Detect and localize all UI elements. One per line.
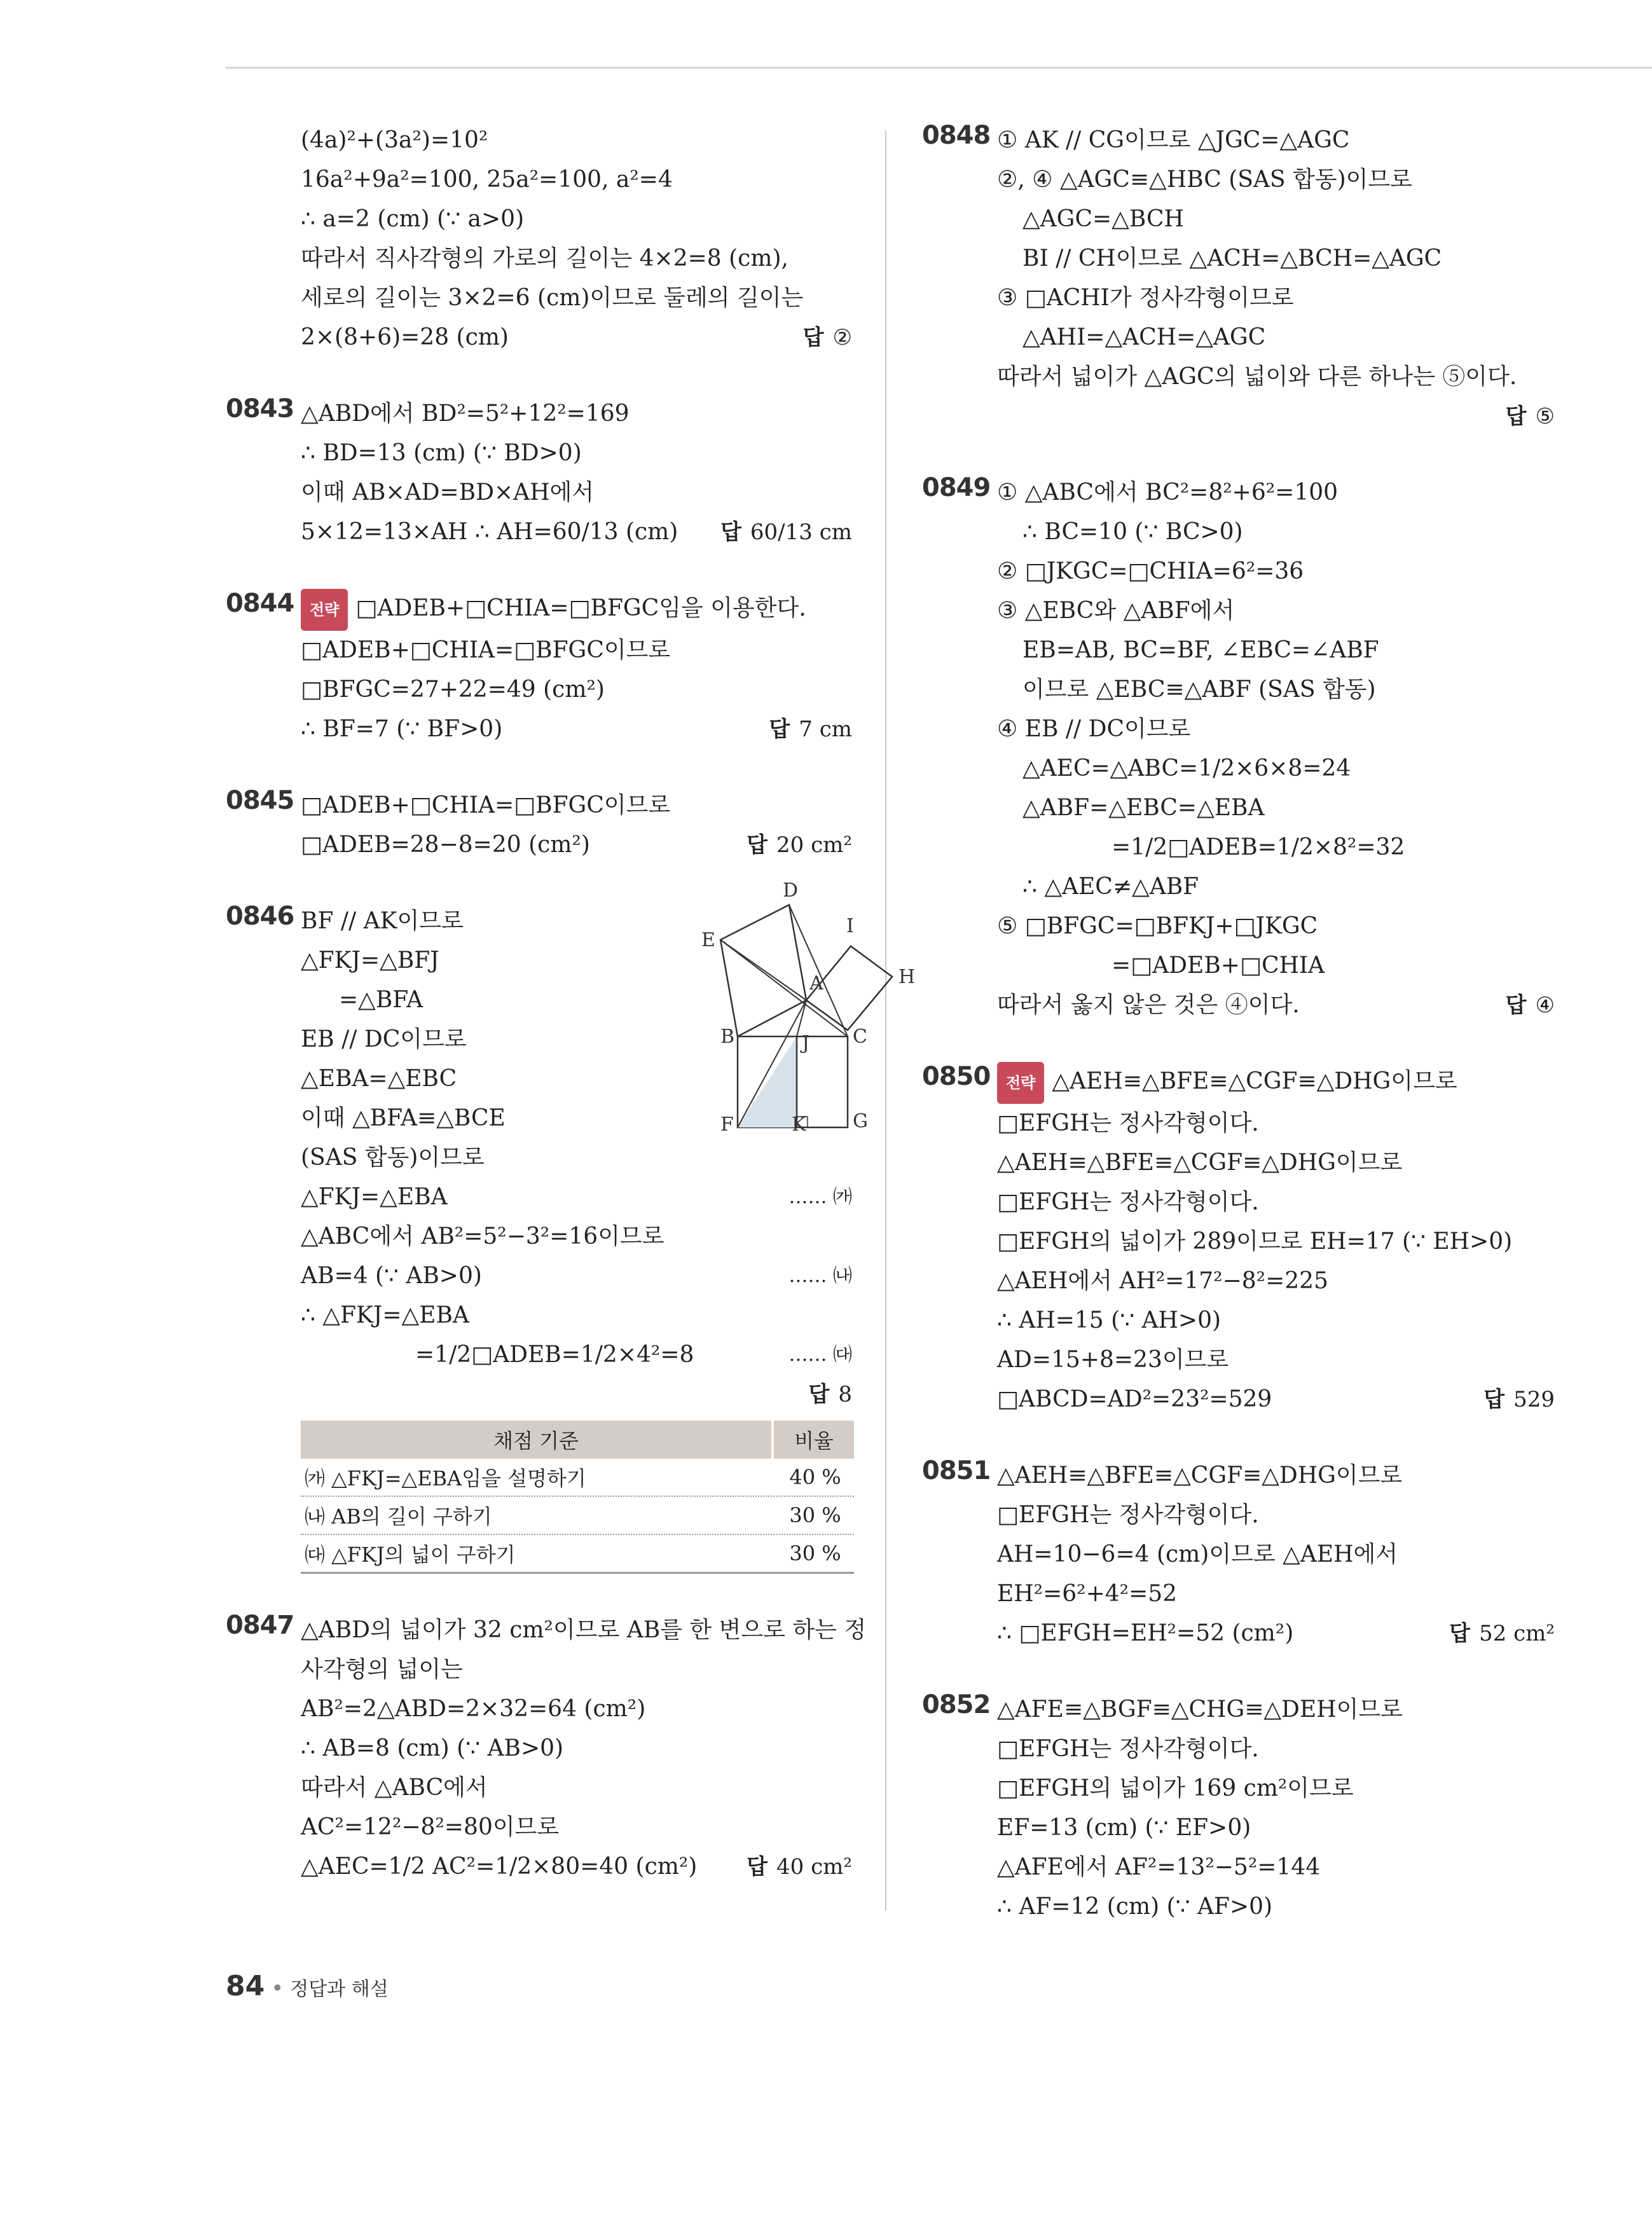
problem-number: 0848 bbox=[922, 121, 991, 150]
solution-line: △AEH에서 AH²=17²−8²=225 bbox=[997, 1268, 1328, 1294]
answer bbox=[769, 710, 852, 749]
answer-label: 답 bbox=[769, 717, 790, 742]
solution-text: AB=4 (∵ AB>0) bbox=[301, 1263, 482, 1289]
answer-value: 7 cm bbox=[799, 717, 852, 742]
answer-label: 답 bbox=[1449, 1621, 1471, 1646]
grading-criteria: ㈐ △FKJ의 넓이 구하기 bbox=[301, 1534, 773, 1573]
solution-line: AB²=2△ABD=2×32=64 (cm²) bbox=[301, 1696, 646, 1722]
problem-0847 bbox=[226, 1611, 867, 1887]
left-column bbox=[226, 121, 916, 1924]
solution-text: ∴ BF=7 (∵ BF>0) bbox=[301, 716, 503, 742]
solution-line: △AGC=△BCH bbox=[1022, 206, 1184, 232]
solution-line bbox=[997, 1380, 1555, 1419]
step-mark: …… ㈏ bbox=[788, 1265, 852, 1287]
solution-line: ∴ BD=13 (cm) (∵ BD>0) bbox=[301, 440, 582, 466]
grading-ratio: 30 % bbox=[773, 1496, 854, 1534]
problem-0848 bbox=[922, 121, 1555, 436]
solution-line: △FKJ=△BFJ bbox=[301, 947, 439, 974]
solution-line: ∴ AH=15 (∵ AH>0) bbox=[997, 1307, 1222, 1333]
solution-line: □EFGH는 정사각형이다. bbox=[997, 1189, 1259, 1215]
problem-0846 bbox=[226, 883, 916, 1574]
answer-label: 답 bbox=[1483, 1387, 1505, 1412]
grading-header-ratio: 비율 bbox=[773, 1421, 854, 1459]
solution-text: □ADEB=28−8=20 (cm²) bbox=[301, 832, 590, 858]
problem-0843 bbox=[226, 394, 852, 552]
strategy-line bbox=[301, 589, 852, 631]
problem-0850 bbox=[922, 1062, 1555, 1419]
solution-line: (4a)²+(3a²)=10² bbox=[301, 127, 488, 153]
problem-0844 bbox=[226, 589, 852, 749]
solution-line: △AEH≡△BFE≡△CGF≡△DHG이므로 bbox=[997, 1463, 1403, 1489]
solution-line: □BFGC=27+22=49 (cm²) bbox=[301, 677, 605, 703]
answer bbox=[809, 1382, 853, 1407]
page-number: 84 bbox=[226, 1970, 265, 2002]
solution-line: BF // AK이므로 bbox=[301, 908, 464, 934]
solution-line: ⑤ □BFGC=□BFKJ+□JKGC bbox=[997, 913, 1318, 939]
answer bbox=[720, 513, 852, 552]
solution-line bbox=[301, 1178, 852, 1217]
answer-value: 40 cm² bbox=[776, 1854, 852, 1880]
grading-row bbox=[301, 1496, 854, 1534]
solution-line: 16a²+9a²=100, 25a²=100, a²=4 bbox=[301, 167, 673, 193]
solution-line bbox=[301, 1256, 852, 1296]
solution-line: EH²=6²+4²=52 bbox=[997, 1581, 1178, 1607]
grading-header-row bbox=[301, 1421, 854, 1459]
solution-line: ③ △EBC와 △ABF에서 bbox=[997, 598, 1235, 624]
label-B: B bbox=[720, 1026, 735, 1048]
solution-line: 사각형의 넓이는 bbox=[301, 1656, 463, 1683]
solution-line: ④ EB // DC이므로 bbox=[997, 716, 1191, 742]
problem-0842-continued bbox=[226, 121, 852, 357]
solution-line: ① △ABC에서 BC²=8²+6²=100 bbox=[997, 479, 1339, 506]
solution-line: ∴ △FKJ=△EBA bbox=[301, 1302, 469, 1328]
solution-text: △AEC=1/2 AC²=1/2×80=40 (cm²) bbox=[301, 1854, 698, 1880]
solution-line: □ADEB+□CHIA=□BFGC이므로 bbox=[301, 637, 671, 663]
solution-line: (SAS 합동)이므로 bbox=[301, 1145, 485, 1171]
answer-value: ⑤ bbox=[1535, 404, 1555, 429]
answer-label: 답 bbox=[1505, 404, 1527, 429]
solution-line bbox=[301, 1847, 852, 1887]
solution-line: ∴ AF=12 (cm) (∵ AF>0) bbox=[997, 1894, 1273, 1920]
solution-line: □EFGH는 정사각형이다. bbox=[997, 1736, 1259, 1762]
solution-line: 따라서 △ABC에서 bbox=[301, 1775, 488, 1801]
grading-table bbox=[301, 1421, 854, 1574]
problem-0845 bbox=[226, 786, 852, 865]
solution-line: 따라서 넓이가 △AGC의 넓이와 다른 하나는 ⑤이다. bbox=[997, 364, 1517, 390]
solution-line: ∴ AB=8 (cm) (∵ AB>0) bbox=[301, 1735, 564, 1761]
page-footer bbox=[226, 1970, 389, 2002]
solution-text: 2×(8+6)=28 (cm) bbox=[301, 324, 509, 350]
step-mark: …… ㈎ bbox=[788, 1186, 852, 1208]
solution-line: △AFE≡△BGF≡△CHG≡△DEH이므로 bbox=[997, 1697, 1403, 1723]
problem-number: 0850 bbox=[922, 1062, 991, 1091]
section-label: 정답과 해설 bbox=[290, 1978, 389, 2000]
solution-line: 이때 △BFA≡△BCE bbox=[301, 1105, 506, 1131]
grading-header-criteria: 채점 기준 bbox=[301, 1421, 773, 1459]
problem-0849 bbox=[922, 473, 1555, 1025]
answer-value: 529 bbox=[1513, 1387, 1555, 1412]
label-C: C bbox=[853, 1026, 867, 1048]
solution-line: AD=15+8=23이므로 bbox=[997, 1347, 1229, 1373]
grading-criteria: ㈏ AB의 길이 구하기 bbox=[301, 1496, 773, 1534]
answer bbox=[803, 318, 852, 357]
bullet-icon: • bbox=[271, 1976, 284, 2001]
answer bbox=[1449, 1614, 1555, 1653]
solution-line: △ABF=△EBC=△EBA bbox=[1022, 795, 1265, 821]
solution-text: △FKJ=△EBA bbox=[301, 1184, 448, 1210]
answer-label: 답 bbox=[1505, 993, 1527, 1018]
solution-line: ③ □ACHI가 정사각형이므로 bbox=[997, 285, 1294, 311]
solution-line bbox=[997, 1614, 1555, 1653]
answer-value: ④ bbox=[1535, 993, 1555, 1018]
solution-line: AC²=12²−8²=80이므로 bbox=[301, 1814, 560, 1840]
grading-criteria: ㈎ △FKJ=△EBA임을 설명하기 bbox=[301, 1459, 773, 1496]
problem-number: 0851 bbox=[922, 1456, 991, 1485]
solution-line: △ABD의 넓이가 32 cm²이므로 AB를 한 변으로 하는 정 bbox=[301, 1617, 867, 1643]
solution-line: ① AK // CG이므로 △JGC=△AGC bbox=[997, 127, 1350, 153]
solution-text: □ABCD=AD²=23²=529 bbox=[997, 1386, 1272, 1412]
solution-line: △AFE에서 AF²=13²−5²=144 bbox=[997, 1854, 1321, 1880]
solution-line: BI // CH이므로 △ACH=△BCH=△AGC bbox=[1022, 245, 1442, 272]
problem-number: 0843 bbox=[226, 394, 294, 423]
solution-line: ② □JKGC=□CHIA=6²=36 bbox=[997, 558, 1304, 584]
solution-text: 따라서 옳지 않은 것은 ④이다. bbox=[997, 992, 1300, 1018]
solution-line bbox=[301, 710, 852, 749]
solution-line: ②, ④ △AGC≡△HBC (SAS 합동)이므로 bbox=[997, 167, 1412, 193]
strategy-line bbox=[997, 1062, 1555, 1104]
strategy-tag: 전략 bbox=[997, 1062, 1044, 1104]
solution-text: =1/2□ADEB=1/2×4²=8 bbox=[415, 1342, 694, 1368]
label-G: G bbox=[853, 1110, 868, 1131]
strategy-tag: 전략 bbox=[301, 589, 348, 631]
problem-0851 bbox=[922, 1456, 1555, 1653]
answer-label: 답 bbox=[747, 832, 768, 858]
solution-line: △ABD에서 BD²=5²+12²=169 bbox=[301, 401, 630, 427]
solution-line: =△BFA bbox=[339, 987, 423, 1013]
label-A: A bbox=[809, 972, 823, 995]
problem-0852 bbox=[922, 1690, 1555, 1927]
answer-label: 답 bbox=[747, 1854, 768, 1880]
problem-number: 0847 bbox=[226, 1611, 294, 1640]
problem-number: 0849 bbox=[922, 473, 991, 502]
problem-number: 0846 bbox=[226, 902, 294, 931]
solution-line: △AEC=△ABC=1/2×6×8=24 bbox=[1022, 755, 1351, 781]
grading-ratio: 40 % bbox=[773, 1459, 854, 1496]
solution-line: =□ADEB+□CHIA bbox=[1112, 953, 1325, 979]
solution-line: =1/2□ADEB=1/2×8²=32 bbox=[1112, 834, 1405, 860]
answer-label: 답 bbox=[720, 520, 741, 545]
strategy-text: △AEH≡△BFE≡△CGF≡△DHG이므로 bbox=[1052, 1068, 1457, 1094]
solution-line: □EFGH는 정사각형이다. bbox=[997, 1502, 1259, 1528]
solution-line: □ADEB+□CHIA=□BFGC이므로 bbox=[301, 792, 671, 818]
answer bbox=[747, 825, 852, 865]
answer-label: 답 bbox=[808, 1382, 830, 1407]
label-E: E bbox=[701, 929, 715, 951]
answer bbox=[1483, 1380, 1555, 1419]
answer bbox=[1506, 404, 1555, 429]
solution-line: △ABC에서 AB²=5²−3²=16이므로 bbox=[301, 1223, 664, 1249]
solution-line: EB=AB, BC=BF, ∠EBC=∠ABF bbox=[1022, 637, 1379, 663]
label-H: H bbox=[898, 966, 916, 988]
solution-line bbox=[301, 318, 852, 357]
solution-line: EB // DC이므로 bbox=[301, 1026, 467, 1052]
problem-number: 0852 bbox=[922, 1690, 991, 1719]
solution-text: ∴ □EFGH=EH²=52 (cm²) bbox=[997, 1620, 1294, 1646]
answer-value: 8 bbox=[838, 1382, 852, 1407]
solution-line: □EFGH는 정사각형이다. bbox=[997, 1110, 1259, 1136]
solution-line: △AEH≡△BFE≡△CGF≡△DHG이므로 bbox=[997, 1150, 1403, 1176]
step-mark: …… ㈐ bbox=[788, 1344, 852, 1366]
answer bbox=[1506, 986, 1555, 1025]
solution-line: EF=13 (cm) (∵ EF>0) bbox=[997, 1815, 1251, 1841]
grading-ratio: 30 % bbox=[773, 1534, 854, 1573]
label-J: J bbox=[802, 1032, 810, 1054]
label-I: I bbox=[846, 915, 854, 937]
label-F: F bbox=[720, 1113, 734, 1131]
solution-line: ∴ △AEC≠△ABF bbox=[1022, 874, 1199, 900]
answer-label: 답 bbox=[802, 325, 824, 350]
solution-line: 따라서 직사각형의 가로의 길이는 4×2=8 (cm), bbox=[301, 245, 788, 272]
solution-line: □EFGH의 넓이가 169 cm²이므로 bbox=[997, 1775, 1354, 1801]
solution-line: AH=10−6=4 (cm)이므로 △AEH에서 bbox=[997, 1541, 1398, 1567]
answer-value: ② bbox=[832, 325, 852, 350]
grading-row bbox=[301, 1459, 854, 1496]
answer-line bbox=[997, 397, 1555, 436]
solution-line: 이므로 △EBC≡△ABF (SAS 합동) bbox=[1022, 677, 1376, 703]
solution-line bbox=[301, 1335, 852, 1375]
solution-line: □EFGH의 넓이가 289이므로 EH=17 (∵ EH>0) bbox=[997, 1229, 1513, 1255]
solution-line: 세로의 길이는 3×2=6 (cm)이므로 둘레의 길이는 bbox=[301, 285, 804, 311]
solution-line bbox=[997, 986, 1555, 1025]
solution-line bbox=[301, 825, 852, 865]
label-K: K bbox=[792, 1113, 806, 1131]
solution-text: 5×12=13×AH ∴ AH=60/13 (cm) bbox=[301, 519, 678, 545]
label-D: D bbox=[783, 883, 799, 902]
answer-line bbox=[301, 1375, 852, 1414]
answer-value: 60/13 cm bbox=[750, 520, 852, 545]
strategy-text: □ADEB+□CHIA=□BFGC임을 이용한다. bbox=[355, 595, 806, 621]
solution-line: △EBA=△EBC bbox=[301, 1066, 457, 1092]
answer bbox=[747, 1847, 852, 1887]
problem-number: 0844 bbox=[226, 589, 294, 618]
problem-number: 0845 bbox=[226, 786, 294, 815]
top-rule bbox=[226, 67, 1652, 69]
solution-line: △AHI=△ACH=△AGC bbox=[1022, 324, 1266, 350]
grading-row bbox=[301, 1534, 854, 1573]
answer-value: 52 cm² bbox=[1479, 1621, 1555, 1646]
solution-line: ∴ a=2 (cm) (∵ a>0) bbox=[301, 206, 525, 232]
answer-value: 20 cm² bbox=[776, 832, 852, 858]
solution-line bbox=[301, 513, 852, 552]
right-column bbox=[922, 121, 1555, 1964]
solution-line: 이때 AB×AD=BD×AH에서 bbox=[301, 479, 595, 506]
solution-line: ∴ BC=10 (∵ BC>0) bbox=[1022, 519, 1243, 545]
